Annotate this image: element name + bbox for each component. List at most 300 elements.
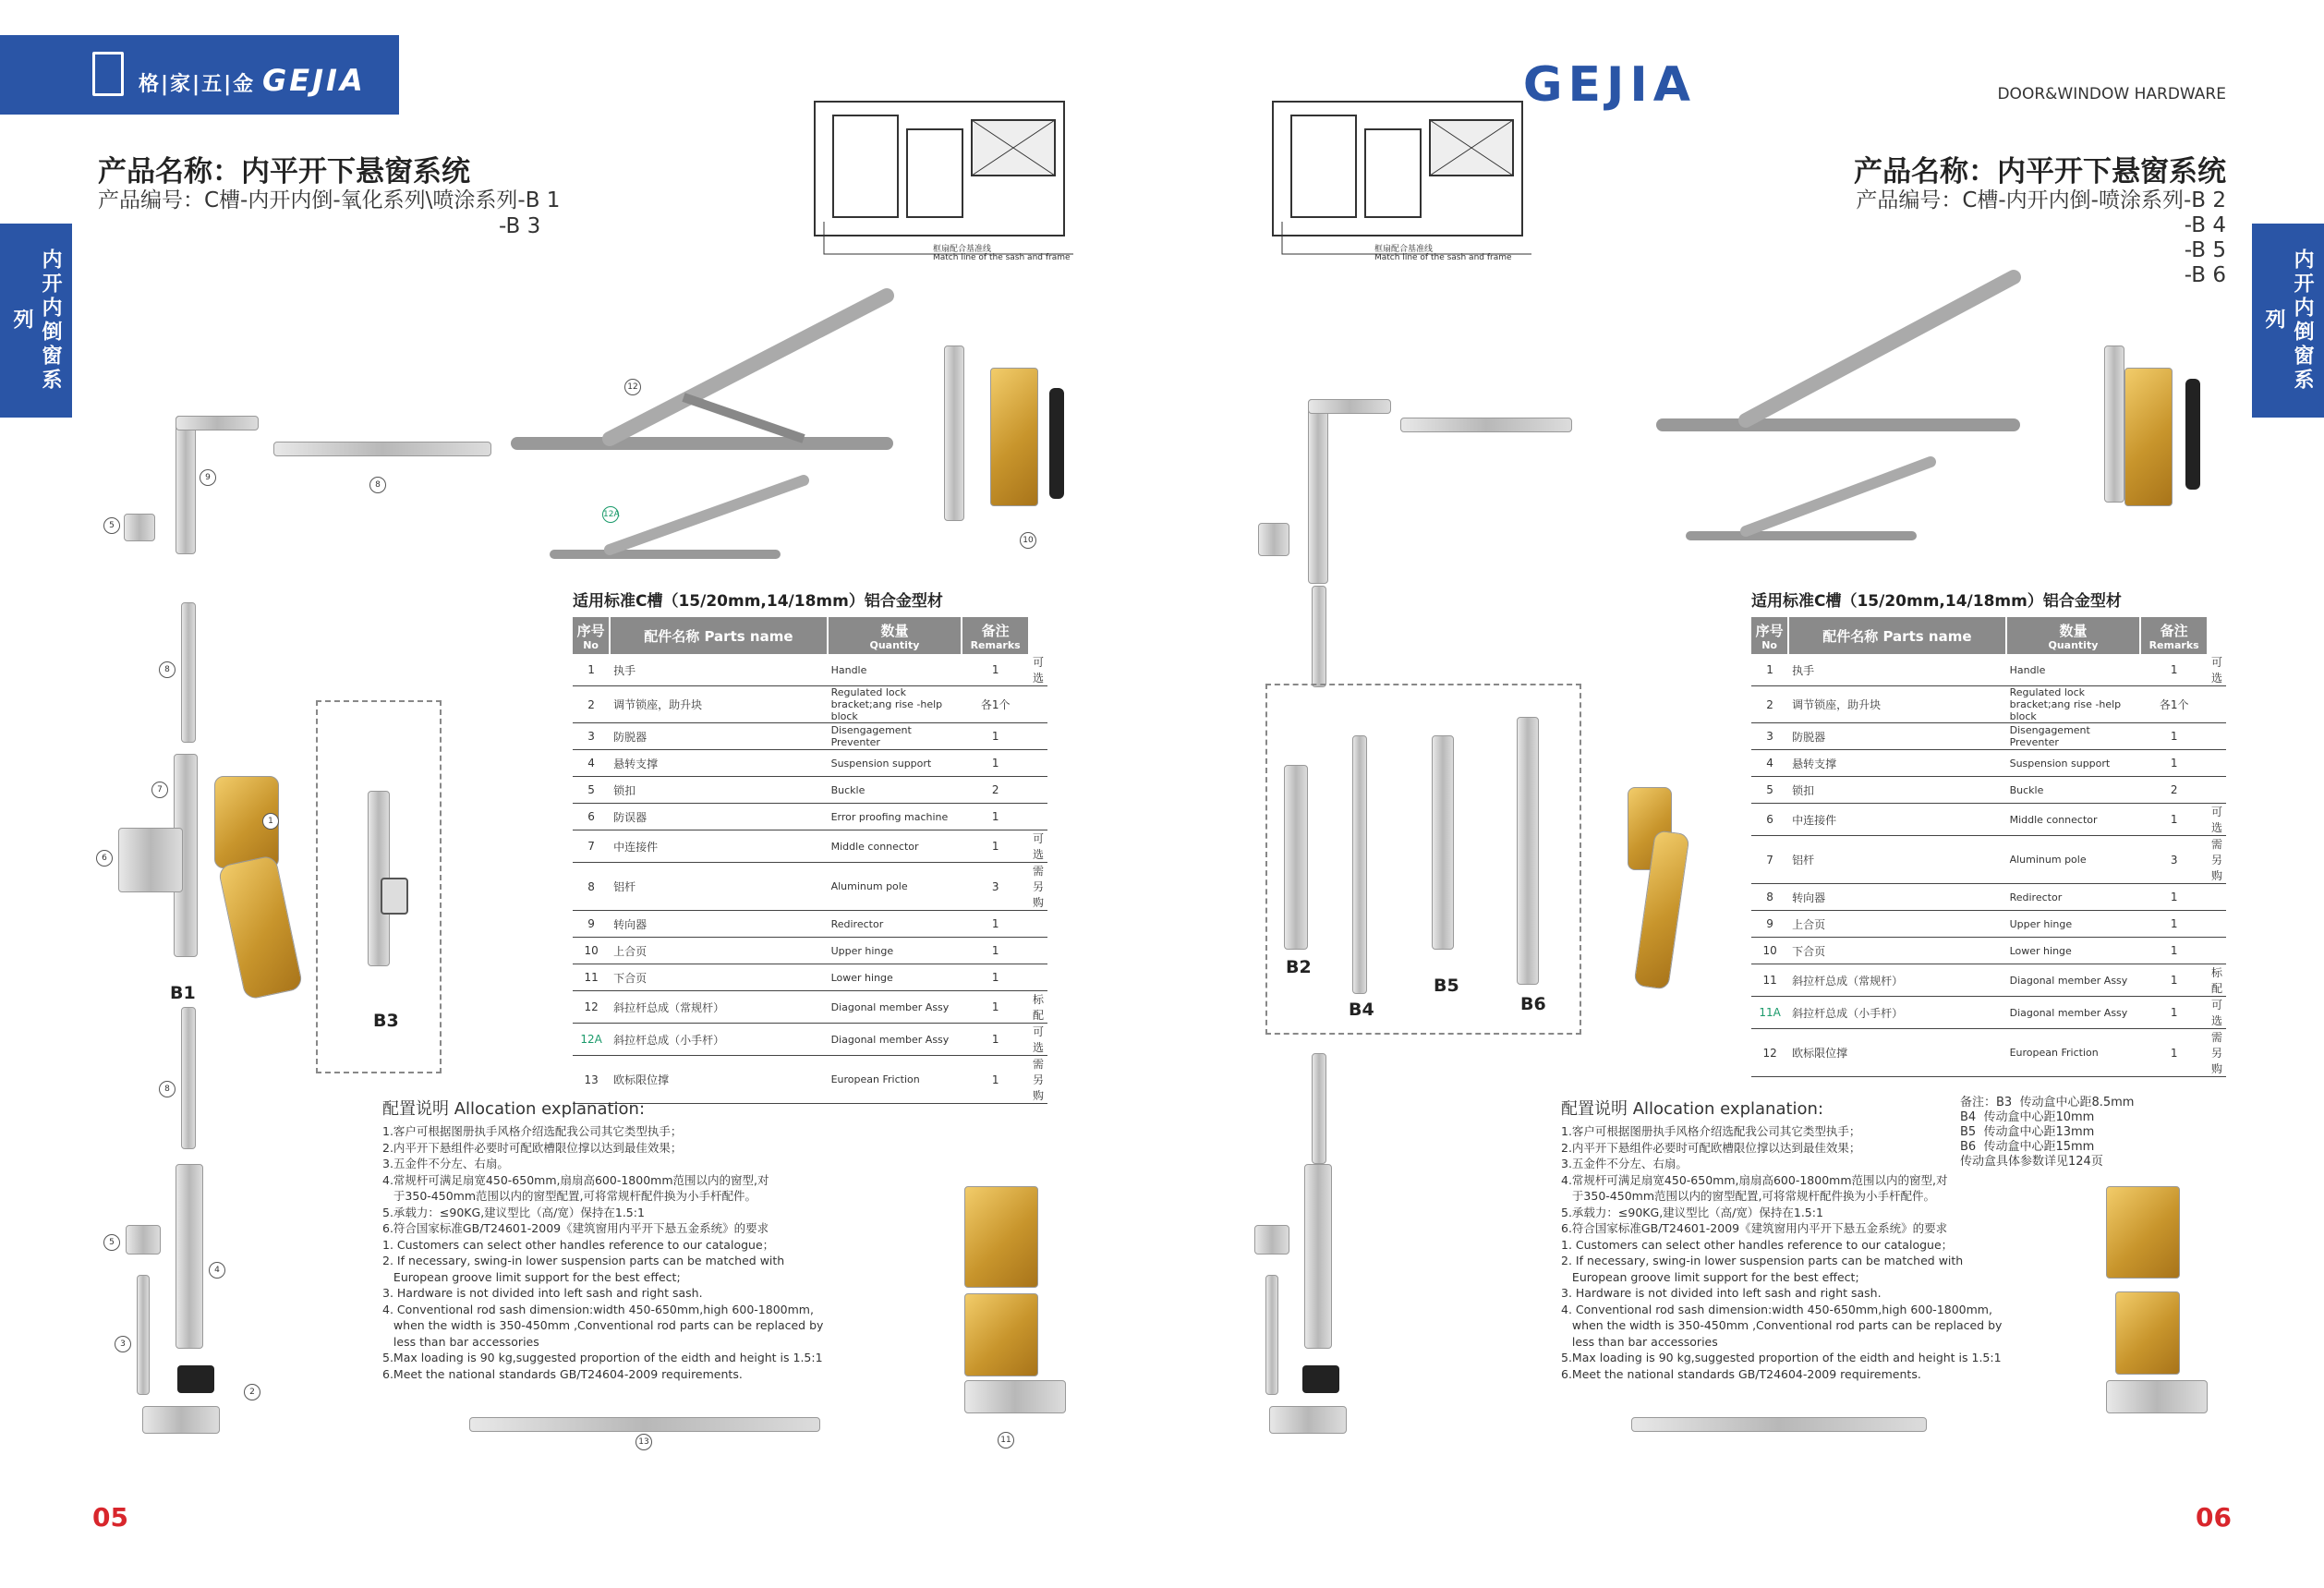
left-redirector: [176, 416, 196, 554]
table-row: [573, 654, 1047, 686]
cell-en: Error proofing machine: [828, 804, 962, 830]
left-aluminum-pole-upper: [181, 602, 196, 743]
cell-rem: 可选: [2208, 654, 2226, 686]
cell-qty: 3: [962, 863, 1029, 911]
cell-qty: 1: [962, 830, 1029, 863]
cell-en: Buckle: [2006, 777, 2141, 804]
right-hinge-rod: [2104, 345, 2124, 503]
right-lower-buckle: [1269, 1406, 1347, 1434]
cell-cn: 锁扣: [1788, 777, 2005, 804]
alloc-line: 1.客户可根据图册执手风格介绍选配我公司其它类型执手；: [382, 1124, 683, 1138]
right-upper-hinge: [2124, 368, 2173, 506]
cell-no: 5: [1751, 777, 1788, 804]
cell-en: Aluminum pole: [2006, 836, 2141, 884]
table-row: [573, 723, 1047, 750]
right-lower-hinge-bottom: [2115, 1291, 2180, 1375]
cell-qty: 1: [962, 750, 1029, 777]
cell-qty: 1: [2140, 750, 2208, 777]
b5-gearbox: [1432, 735, 1454, 950]
cell-qty: 1: [962, 991, 1029, 1024]
left-diagonal-member-drawing: [499, 277, 924, 582]
alloc-line: 3.五金件不分左、右扇。: [1561, 1157, 1688, 1170]
cell-no: 2: [1751, 686, 1788, 723]
b4-gearbox: [1352, 735, 1367, 994]
cell-en: Middle connector: [828, 830, 962, 863]
cell-qty: 1: [962, 1056, 1029, 1104]
left-side-tab: 内开内倒窗系列: [0, 224, 72, 418]
alloc-line: 6.符合国家标准GB/T24601-2009《建筑窗用内平开下悬五金系统》的要求: [382, 1221, 769, 1235]
cell-no: 1: [1751, 654, 1788, 686]
right-redirector: [1308, 399, 1328, 584]
right-title: 产品名称：内平开下悬窗系统: [1854, 155, 2226, 188]
right-redirector-arm: [1308, 399, 1391, 414]
alloc-line: 5.Max loading is 90 kg,suggested proportion of the eidth and height is 1.5:1: [382, 1351, 823, 1364]
cell-cn: 中连接件: [610, 830, 827, 863]
left-parts-table: [573, 617, 1047, 1104]
alloc-line: 6.符合国家标准GB/T24601-2009《建筑窗用内平开下悬五金系统》的要求: [1561, 1221, 1948, 1235]
cell-qty: 1: [2140, 723, 2208, 750]
callout-11: 11: [998, 1432, 1014, 1449]
alloc-line: 4. Conventional rod sash dimension:width 450-650mm,high 600-1800mm,: [1561, 1302, 1992, 1316]
cell-cn: 欧标限位撑: [610, 1056, 827, 1104]
label-b4: B4: [1349, 1000, 1374, 1020]
cell-no: 10: [573, 938, 610, 964]
right-buckle-top: [1258, 523, 1289, 556]
left-diagram-caption-en: Match line of the sash and frame: [933, 253, 1071, 262]
left-alloc-list: [382, 1123, 863, 1382]
left-title: 产品名称：内平开下悬窗系统: [98, 155, 470, 188]
alloc-line: B6 传动盒中心距15mm: [1960, 1140, 2095, 1154]
cell-qty: 1: [2140, 1029, 2208, 1077]
cell-en: Buckle: [828, 777, 962, 804]
right-suspension-support: [1304, 1164, 1332, 1349]
cell-qty: 1: [962, 938, 1029, 964]
cell-cn: 斜拉杆总成（小手杆）: [610, 1024, 827, 1056]
right-th-no: 序号 No: [1751, 617, 1788, 654]
cell-rem: [1029, 911, 1047, 938]
cell-rem: 需另购: [2208, 836, 2226, 884]
cell-en: Upper hinge: [2006, 911, 2141, 938]
cell-cn: 调节锁座，助升块: [1788, 686, 2005, 723]
cell-cn: 上合页: [610, 938, 827, 964]
cell-rem: 需另购: [1029, 1056, 1047, 1104]
table-row: [1751, 654, 2226, 686]
cell-no: 1: [573, 654, 610, 686]
left-lower-hinge-top: [964, 1186, 1038, 1288]
left-handle-lever: [217, 855, 303, 1000]
table-row: [573, 1024, 1047, 1056]
cell-en: Disengagement Preventer: [828, 723, 962, 750]
cell-qty: 1: [2140, 964, 2208, 997]
alloc-line: 4. Conventional rod sash dimension:width 450-650mm,high 600-1800mm,: [382, 1302, 814, 1316]
cell-cn: 执手: [610, 654, 827, 686]
alloc-line: European groove limit support for the best effect;: [1561, 1269, 1859, 1284]
cell-rem: [1029, 723, 1047, 750]
table-row: [1751, 964, 2226, 997]
cell-qty: 3: [2140, 836, 2208, 884]
callout-12: 12: [624, 379, 641, 395]
callout-7: 7: [151, 782, 168, 798]
cell-rem: 标配: [1029, 991, 1047, 1024]
right-hinge-pin: [2185, 379, 2200, 490]
label-b5: B5: [1434, 976, 1459, 996]
left-th-qty: 数量 Quantity: [828, 617, 962, 654]
alloc-line: 2.内平开下悬组件必要时可配欧槽限位撑以达到最佳效果；: [382, 1140, 683, 1155]
cell-cn: 斜拉杆总成（小手杆）: [1788, 997, 2005, 1029]
left-code-line1: 产品编号：C槽-内开内倒-氧化系列\喷涂系列-B 1: [98, 188, 561, 212]
cell-rem: 可选: [1029, 830, 1047, 863]
logo-en: GEJIA: [262, 63, 366, 98]
cell-no: 9: [1751, 911, 1788, 938]
right-code-line1: 产品编号：C槽-内开内倒-喷涂系列-B 2: [1856, 188, 2226, 212]
right-aluminum-pole-upper: [1312, 586, 1326, 687]
cell-no: 9: [573, 911, 610, 938]
cell-rem: [2208, 686, 2226, 723]
cell-en: Aluminum pole: [828, 863, 962, 911]
cell-cn: 中连接件: [1788, 804, 2005, 836]
left-lower-buckle: [142, 1406, 220, 1434]
table-row: [1751, 777, 2226, 804]
cell-en: Suspension support: [828, 750, 962, 777]
cell-cn: 铝杆: [610, 863, 827, 911]
table-row: [573, 777, 1047, 804]
cell-cn: 下合页: [610, 964, 827, 991]
table-row: [1751, 686, 2226, 723]
left-upper-hinge: [990, 368, 1038, 506]
cell-no: 7: [573, 830, 610, 863]
left-alloc-title: 配置说明 Allocation explanation:: [382, 1099, 646, 1119]
cell-en: Suspension support: [2006, 750, 2141, 777]
cell-cn: 防脱器: [610, 723, 827, 750]
cell-no: 12: [573, 991, 610, 1024]
alloc-line: 1. Customers can select other handles reference to our catalogue；: [1561, 1237, 1954, 1252]
cell-cn: 欧标限位撑: [1788, 1029, 2005, 1077]
cell-no: 12: [1751, 1029, 1788, 1077]
cell-rem: 需另购: [2208, 1029, 2226, 1077]
cell-no: 2: [573, 686, 610, 723]
cell-cn: 斜拉杆总成（常规杆）: [610, 991, 827, 1024]
callout-8-top: 8: [369, 477, 386, 493]
alloc-line: 5.承载力：≤90KG,建议型比（高/宽）保持在1.5:1: [1561, 1205, 1823, 1219]
cell-no: 12A: [573, 1024, 610, 1056]
cell-no: 3: [1751, 723, 1788, 750]
table-row: [573, 991, 1047, 1024]
cell-no: 11A: [1751, 997, 1788, 1029]
cell-rem: 标配: [2208, 964, 2226, 997]
left-th-rem: 备注 Remarks: [962, 617, 1029, 654]
left-hinge-pin: [1049, 388, 1064, 499]
cell-cn: 悬转支撑: [610, 750, 827, 777]
cell-en: European Friction: [828, 1056, 962, 1104]
alloc-line: 2. If necessary, swing-in lower suspension parts can be matched with: [382, 1254, 785, 1267]
cell-rem: [1029, 777, 1047, 804]
callout-1: 1: [262, 813, 279, 830]
cell-no: 8: [1751, 884, 1788, 911]
right-code-line4: -B 6: [2184, 263, 2226, 287]
table-row: [573, 830, 1047, 863]
cell-no: 10: [1751, 938, 1788, 964]
left-th-no: 序号 No: [573, 617, 610, 654]
table-row: [1751, 723, 2226, 750]
alloc-line: 6.Meet the national standards GB/T24604-2009 requirements.: [382, 1366, 743, 1381]
cell-rem: [1029, 686, 1047, 723]
cell-en: Regulated lock bracket;ang rise -help block: [828, 686, 962, 723]
right-th-qty: 数量 Quantity: [2006, 617, 2141, 654]
alloc-line: less than bar accessories: [382, 1334, 539, 1349]
alloc-line: European groove limit support for the best effect;: [382, 1269, 681, 1284]
logo-cn: 格|家|五|金: [139, 73, 256, 96]
left-disengagement-preventer: [137, 1275, 150, 1395]
left-buckle-bottom: [126, 1225, 161, 1255]
alloc-line: 于350-450mm范围以内的窗型配置,可将常规杆配件换为小手杆配件。: [382, 1189, 757, 1203]
right-remarks: [1960, 1096, 2134, 1170]
label-b1: B1: [170, 983, 196, 1003]
right-parts-table: [1751, 617, 2226, 1077]
cell-rem: [1029, 804, 1047, 830]
cell-no: 6: [573, 804, 610, 830]
right-diagram-caption-cn: 框扇配合基准线: [1374, 245, 1434, 254]
right-european-friction: [1631, 1417, 1927, 1432]
right-brand: GEJIA: [1522, 57, 1696, 113]
cell-cn: 防脱器: [1788, 723, 2005, 750]
cell-no: 5: [573, 777, 610, 804]
left-lock-bracket: [177, 1365, 214, 1393]
alloc-line: 5.承载力：≤90KG,建议型比（高/宽）保持在1.5:1: [382, 1205, 645, 1219]
cell-en: Redirector: [828, 911, 962, 938]
cell-rem: [2208, 750, 2226, 777]
right-disengagement-preventer: [1265, 1275, 1278, 1395]
cell-rem: 可选: [1029, 1024, 1047, 1056]
right-side-tab: 内开内倒窗系列: [2252, 224, 2324, 418]
table-row: [1751, 997, 2226, 1029]
left-buckle-top: [124, 514, 155, 541]
cell-rem: 需另购: [1029, 863, 1047, 911]
table-row: [573, 804, 1047, 830]
cell-qty: 1: [962, 723, 1029, 750]
cell-qty: 1: [962, 1024, 1029, 1056]
right-alloc-title: 配置说明 Allocation explanation:: [1561, 1099, 1824, 1119]
cell-rem: [1029, 938, 1047, 964]
cell-en: Redirector: [2006, 884, 2141, 911]
page-number-left: 05: [92, 1502, 128, 1533]
cell-rem: [2208, 723, 2226, 750]
right-diagram-caption-en: Match line of the sash and frame: [1374, 253, 1512, 262]
left-table-title: 适用标准C槽（15/20mm,14/18mm）铝合金型材: [573, 592, 943, 611]
alloc-line: 5.Max loading is 90 kg,suggested proportion of the eidth and height is 1.5:1: [1561, 1351, 2002, 1364]
callout-2: 2: [244, 1384, 260, 1400]
cell-qty: 2: [2140, 777, 2208, 804]
cell-qty: 1: [2140, 911, 2208, 938]
cell-qty: 1: [2140, 997, 2208, 1029]
cell-cn: 铝杆: [1788, 836, 2005, 884]
alloc-line: 1. Customers can select other handles reference to our catalogue；: [382, 1237, 775, 1252]
left-european-friction: [469, 1417, 820, 1432]
cell-en: Handle: [828, 654, 962, 686]
cell-rem: 可选: [2208, 804, 2226, 836]
right-diagonal-member-drawing: [1644, 259, 2032, 564]
cell-qty: 1: [962, 654, 1029, 686]
right-th-rem: 备注 Remarks: [2140, 617, 2208, 654]
left-hinge-rod: [944, 345, 964, 521]
alloc-line: 4.常规杆可满足扇宽450-650mm,扇扇高600-1800mm范围以内的窗型,对: [1561, 1172, 1948, 1187]
right-lower-hinge-top: [2106, 1186, 2180, 1279]
cell-cn: 上合页: [1788, 911, 2005, 938]
left-th-name: 配件名称 Parts name: [610, 617, 827, 654]
callout-8-low: 8: [159, 1081, 176, 1097]
cell-no: 4: [1751, 750, 1788, 777]
table-row: [1751, 804, 2226, 836]
cell-en: European Friction: [2006, 1029, 2141, 1077]
left-lower-hinge-plate: [964, 1380, 1066, 1413]
cell-rem: [2208, 777, 2226, 804]
right-lower-hinge-plate: [2106, 1380, 2208, 1413]
cell-qty: 1: [2140, 804, 2208, 836]
alloc-line: when the width is 350-450mm ,Conventional rod parts can be replaced by: [382, 1318, 824, 1332]
right-code-line2: -B 4: [2184, 213, 2226, 237]
cell-no: 11: [1751, 964, 1788, 997]
table-row: [1751, 884, 2226, 911]
cell-cn: 悬转支撑: [1788, 750, 2005, 777]
alloc-line: 3. Hardware is not divided into left sash and right sash.: [1561, 1286, 1882, 1300]
alloc-line: 2.内平开下悬组件必要时可配欧槽限位撑以达到最佳效果；: [1561, 1140, 1861, 1155]
callout-6: 6: [96, 850, 113, 867]
cell-qty: 1: [962, 964, 1029, 991]
cell-cn: 转向器: [610, 911, 827, 938]
alloc-line: 备注：B3 传动盒中心距8.5mm: [1960, 1096, 2135, 1109]
cell-no: 6: [1751, 804, 1788, 836]
cell-en: Diagonal member Assy: [2006, 997, 2141, 1029]
alloc-line: less than bar accessories: [1561, 1334, 1718, 1349]
alloc-line: B4 传动盒中心距10mm: [1960, 1110, 2095, 1124]
cell-cn: 防误器: [610, 804, 827, 830]
callout-5-bottom: 5: [103, 1234, 120, 1251]
right-aluminum-pole-horizontal: [1400, 418, 1572, 432]
cell-en: Lower hinge: [2006, 938, 2141, 964]
cell-cn: 调节锁座，助升块: [610, 686, 827, 723]
right-table-title: 适用标准C槽（15/20mm,14/18mm）铝合金型材: [1751, 592, 2122, 611]
table-row: [573, 863, 1047, 911]
alloc-line: 1.客户可根据图册执手风格介绍选配我公司其它类型执手；: [1561, 1124, 1861, 1138]
cell-rem: [1029, 750, 1047, 777]
table-row: [573, 938, 1047, 964]
cell-no: 13: [573, 1056, 610, 1104]
left-aluminum-pole-lower: [181, 1007, 196, 1149]
label-b3: B3: [373, 1011, 399, 1031]
cell-rem: 可选: [1029, 654, 1047, 686]
table-row: [1751, 750, 2226, 777]
cell-cn: 转向器: [1788, 884, 2005, 911]
left-diagram-caption-cn: 框扇配合基准线: [933, 245, 992, 254]
cell-rem: [1029, 964, 1047, 991]
cell-no: 7: [1751, 836, 1788, 884]
cell-rem: 可选: [2208, 997, 2226, 1029]
left-error-proofing: [118, 828, 183, 892]
right-brand-sub: DOOR&WINDOW HARDWARE: [1997, 85, 2226, 103]
alloc-line: 4.常规杆可满足扇宽450-650mm,扇扇高600-1800mm范围以内的窗型,对: [382, 1172, 769, 1187]
cell-rem: [2208, 911, 2226, 938]
cell-en: Regulated lock bracket;ang rise -help block: [2006, 686, 2141, 723]
cell-qty: 各1个: [962, 686, 1029, 723]
right-aluminum-pole-lower: [1312, 1053, 1326, 1164]
cell-qty: 各1个: [2140, 686, 2208, 723]
cell-cn: 锁扣: [610, 777, 827, 804]
cell-rem: [2208, 938, 2226, 964]
cell-en: Handle: [2006, 654, 2141, 686]
table-row: [1751, 938, 2226, 964]
label-b2: B2: [1286, 957, 1312, 977]
cell-cn: 执手: [1788, 654, 2005, 686]
right-lock-bracket: [1302, 1365, 1339, 1393]
cell-no: 11: [573, 964, 610, 991]
table-row: [573, 964, 1047, 991]
gejia-logo-icon: [92, 52, 124, 96]
alloc-line: 2. If necessary, swing-in lower suspension parts can be matched with: [1561, 1254, 1964, 1267]
left-suspension-support: [176, 1164, 203, 1349]
callout-9: 9: [200, 469, 216, 486]
callout-3: 3: [115, 1336, 131, 1352]
table-row: [1751, 836, 2226, 884]
callout-12a: 12A: [602, 506, 619, 523]
table-row: [573, 686, 1047, 723]
cell-no: 8: [573, 863, 610, 911]
alloc-line: 3. Hardware is not divided into left sash and right sash.: [382, 1286, 703, 1300]
cell-qty: 2: [962, 777, 1029, 804]
cell-en: Diagonal member Assy: [828, 1024, 962, 1056]
cell-no: 4: [573, 750, 610, 777]
left-aluminum-pole-horizontal: [273, 442, 491, 456]
page-number-right: 06: [2196, 1502, 2232, 1533]
alloc-line: 6.Meet the national standards GB/T24604-2009 requirements.: [1561, 1366, 1921, 1381]
cell-en: Upper hinge: [828, 938, 962, 964]
b3-lock-block: [381, 878, 408, 915]
cell-no: 3: [573, 723, 610, 750]
left-lower-hinge-bottom: [964, 1293, 1038, 1376]
left-code-line2: -B 3: [499, 214, 541, 238]
callout-13: 13: [635, 1434, 652, 1450]
left-logo-banner: [0, 35, 399, 115]
table-row: [573, 750, 1047, 777]
label-b6: B6: [1520, 994, 1546, 1014]
right-code-line3: -B 5: [2184, 238, 2226, 262]
cell-qty: 1: [962, 911, 1029, 938]
cell-qty: 1: [2140, 654, 2208, 686]
cell-cn: 斜拉杆总成（常规杆）: [1788, 964, 2005, 997]
cell-qty: 1: [962, 804, 1029, 830]
callout-4: 4: [209, 1262, 225, 1279]
cell-en: Middle connector: [2006, 804, 2141, 836]
callout-10: 10: [1020, 532, 1036, 549]
alloc-line: 3.五金件不分左、右扇。: [382, 1157, 509, 1170]
alloc-line: B5 传动盒中心距13mm: [1960, 1125, 2095, 1139]
cell-en: Lower hinge: [828, 964, 962, 991]
right-th-name: 配件名称 Parts name: [1788, 617, 2005, 654]
cell-en: Disengagement Preventer: [2006, 723, 2141, 750]
cell-qty: 1: [2140, 938, 2208, 964]
b6-gearbox: [1517, 717, 1539, 985]
b2-gearbox: [1284, 765, 1308, 950]
table-row: [1751, 1029, 2226, 1077]
cell-en: Diagonal member Assy: [2006, 964, 2141, 997]
callout-5-top: 5: [103, 517, 120, 534]
cell-qty: 1: [2140, 884, 2208, 911]
callout-8-mid: 8: [159, 661, 176, 678]
table-row: [573, 911, 1047, 938]
right-buckle-bottom: [1254, 1225, 1289, 1255]
left-redirector-arm: [176, 416, 259, 430]
alloc-line: 传动盒具体参数详见124页: [1960, 1155, 2103, 1169]
cell-rem: [2208, 884, 2226, 911]
alloc-line: 于350-450mm范围以内的窗型配置,可将常规杆配件换为小手杆配件。: [1561, 1189, 1935, 1203]
